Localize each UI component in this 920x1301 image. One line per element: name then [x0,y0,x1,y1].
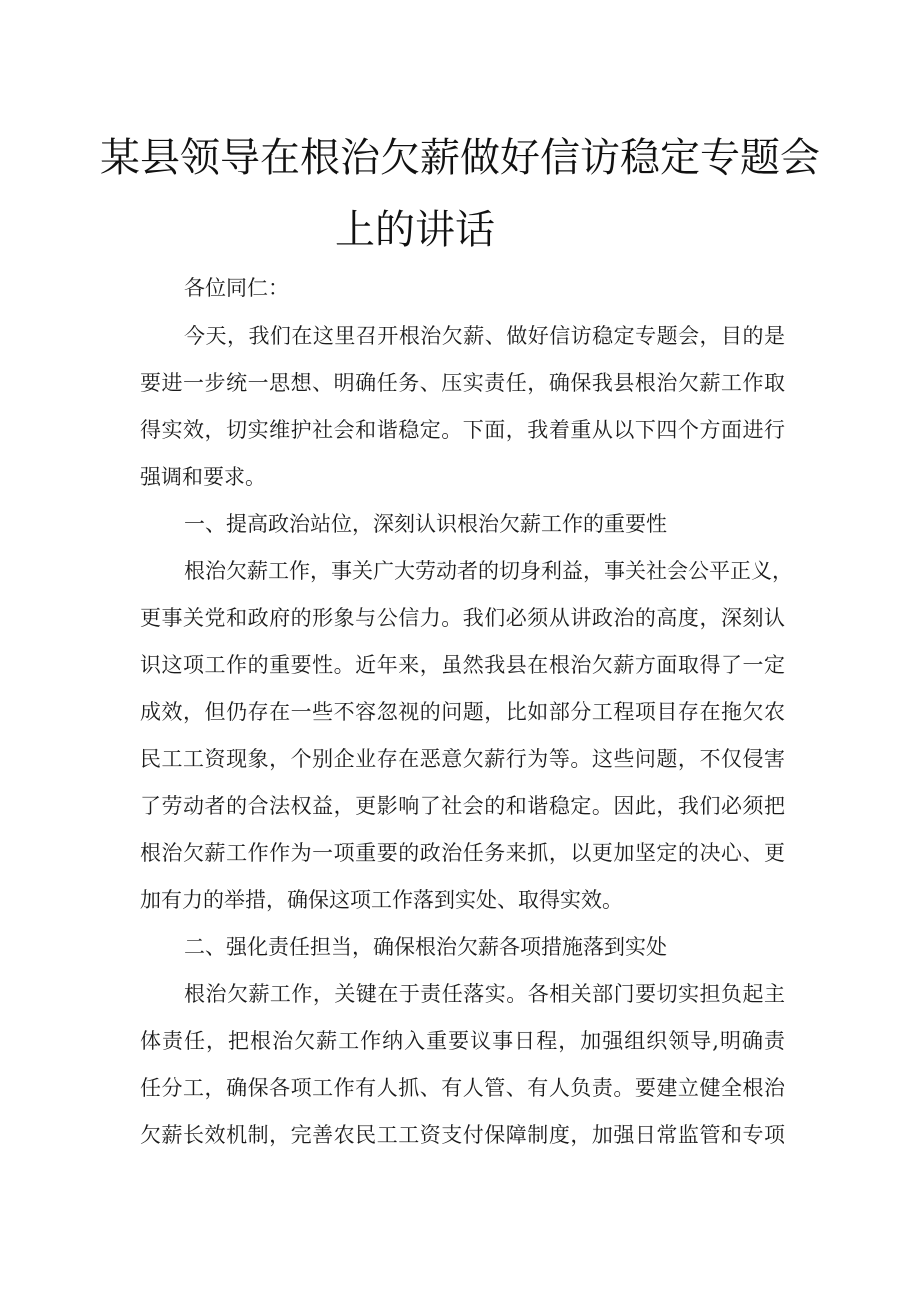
document-title-line-1: 某县领导在根治欠薪做好信访稳定专题会 [100,135,820,181]
paragraph-line: 根治欠薪工作作为一项重要的政治任务来抓，以更加坚定的决心、更 [140,841,785,865]
paragraph-line: 更事关党和政府的形象与公信力。我们必须从讲政治的高度，深刻认 [140,606,785,630]
salutation: 各位同仁： [184,276,289,300]
paragraph-line: 得实效，切实维护社会和谐稳定。下面，我着重从以下四个方面进行 [140,418,785,442]
paragraph-line: 体责任，把根治欠薪工作纳入重要议事日程，加强组织领导,明确责 [140,1029,785,1053]
paragraph-line: 民工工资现象，个别企业存在恶意欠薪行为等。这些问题，不仅侵害 [140,747,785,771]
paragraph-line: 成效，但仍存在一些不容忽视的问题，比如部分工程项目存在拖欠农 [140,700,785,724]
paragraph-line: 任分工，确保各项工作有人抓、有人管、有人负责。要建立健全根治 [140,1076,785,1100]
paragraph-line: 加有力的举措，确保这项工作落到实处、取得实效。 [140,888,623,912]
paragraph-line: 今天，我们在这里召开根治欠薪、做好信访稳定专题会，目的是 [184,324,785,348]
paragraph-line: 要进一步统一思想、明确任务、压实责任，确保我县根治欠薪工作取 [140,371,785,395]
document-title-line-2: 上的讲话 [335,207,495,253]
section-heading-2: 二、强化责任担当，确保根治欠薪各项措施落到实处 [184,935,667,959]
paragraph-line: 根治欠薪工作，事关广大劳动者的切身利益，事关社会公平正义， [184,559,793,583]
section-heading-1: 一、提高政治站位，深刻认识根治欠薪工作的重要性 [184,512,667,536]
paragraph-line: 强调和要求。 [140,465,266,489]
paragraph-line: 根治欠薪工作，关键在于责任落实。各相关部门要切实担负起主 [184,982,785,1006]
paragraph-line: 了劳动者的合法权益，更影响了社会的和谐稳定。因此，我们必须把 [140,794,785,818]
paragraph-line: 欠薪长效机制，完善农民工工资支付保障制度，加强日常监管和专项 [140,1123,785,1147]
paragraph-line: 识这项工作的重要性。近年来，虽然我县在根治欠薪方面取得了一定 [140,653,785,677]
